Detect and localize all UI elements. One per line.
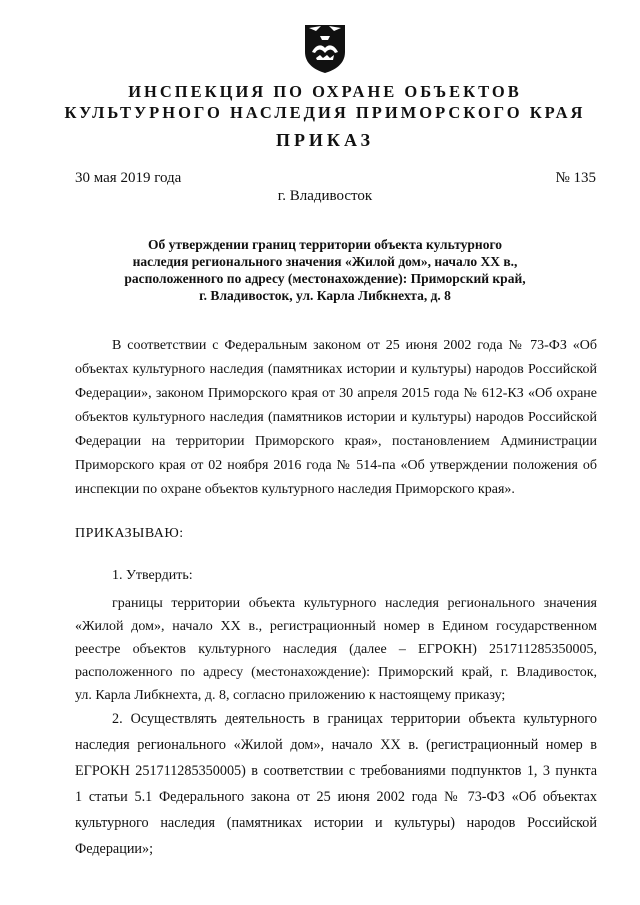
organization-name-line2: КУЛЬТУРНОГО НАСЛЕДИЯ ПРИМОРСКОГО КРАЯ [64,103,586,122]
organization-name-line1: ИНСПЕКЦИЯ ПО ОХРАНЕ ОБЪЕКТОВ [128,82,522,101]
paragraph-line: объектах культурного наследия (памятниках истории и культуры) народов Российской [75,362,597,377]
paragraph-line: Федерации»; [75,841,154,857]
paragraph-line: Приморского края от 02 ноября 2016 года № 514-па «Об утверждении положения об [75,458,597,473]
paragraph-line: ЕГРОКН 251711285350005) в соответствии с требованиями подпунктов 1, 3 пункта [75,763,597,779]
paragraph-line: 2. Осуществлять деятельность в границах территории объекта культурного [112,711,597,727]
paragraph-line: наследия регионального «Жилой дом», начало XX в. (регистрационный номер в [75,737,597,753]
order-word: ПРИКАЗЫВАЮ: [75,526,184,541]
paragraph-line: «Жилой дом», начало XX в., регистрационный номер в Едином государственном [75,619,597,634]
coat-of-arms-icon [302,22,348,74]
paragraph-line: границы территории объекта культурного наследия регионального значения [112,596,597,611]
title-line: Об утверждении границ территории объекта культурного [148,237,502,252]
preamble-paragraph [75,334,597,502]
paragraph-line: инспекции по охране объектов культурного наследия Приморского края». [75,482,515,497]
paragraph-line: Федерации», законом Приморского края от 30 апреля 2015 года № 612-КЗ «Об охране [75,386,597,401]
document-number: № 135 [555,170,596,186]
paragraph-line: ул. Карла Либкнехта, д. 8, согласно приложению к настоящему приказу; [75,688,506,703]
paragraph-line: 1 статьи 5.1 Федерального закона от 25 июня 2002 года № 73-ФЗ «Об объектах [75,789,597,805]
document-title [105,236,545,304]
item2-paragraph [75,706,597,862]
paragraph-line: Федерации на территории Приморского края», постановлением Администрации [75,434,597,449]
document-type: ПРИКАЗ [275,130,375,150]
document-city: г. Владивосток [277,188,373,204]
paragraph-line: объектов культурного наследия (памятников истории и культуры) народов Российской [75,410,597,425]
paragraph-line: реестре объектов культурного наследия (далее – ЕГРОКН) 251711285350005, [75,642,597,657]
title-line: г. Владивосток, ул. Карла Либкнехта, д. 8 [199,288,451,303]
paragraph-line: расположенного по адресу (местонахождение): Приморский край, г. Владивосток, [75,665,597,680]
item1-paragraph [75,592,597,707]
paragraph-line: В соответствии с Федеральным законом от 25 июня 2002 года № 73-ФЗ «Об [112,338,597,353]
title-line: расположенного по адресу (местонахождение): Приморский край, [124,271,526,286]
title-line: наследия регионального значения «Жилой дом», начало XX в., [132,254,518,269]
paragraph-line: культурного наследия (памятниках истории и культуры) народов Российской [75,815,597,831]
document-date: 30 мая 2019 года [75,170,182,186]
item1-heading: 1. Утвердить: [112,568,193,583]
